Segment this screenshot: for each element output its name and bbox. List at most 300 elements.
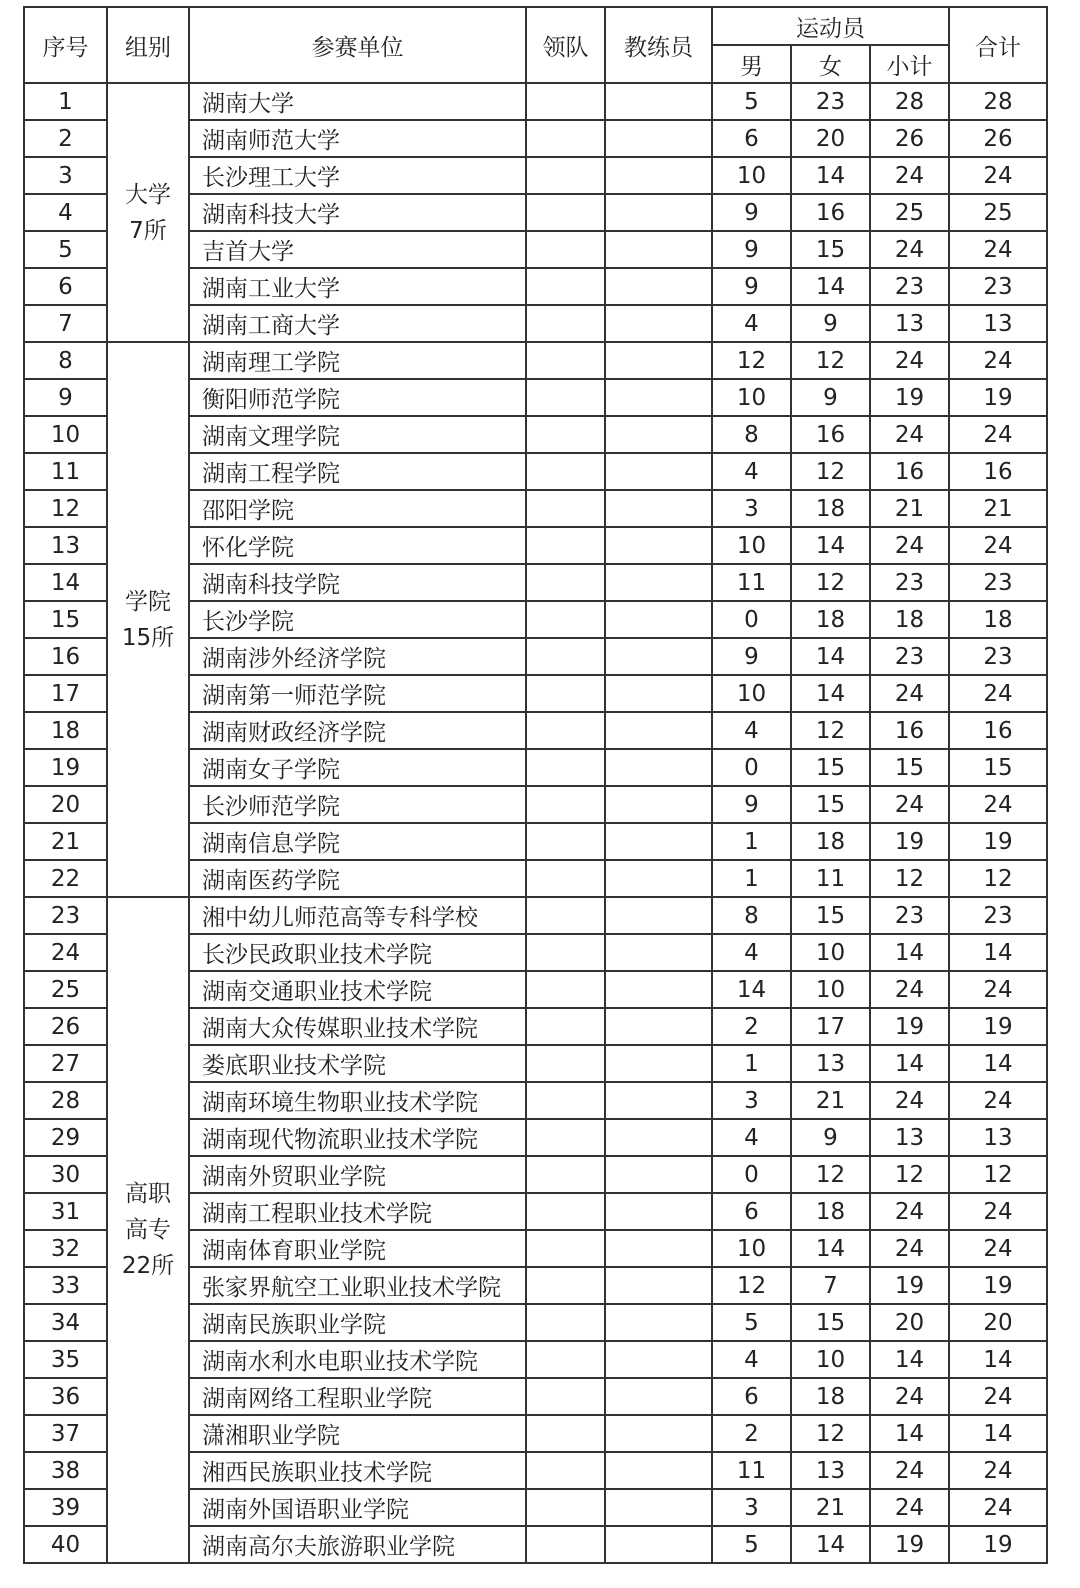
- male-cell: 1: [712, 860, 791, 897]
- coach-cell: [605, 1082, 712, 1119]
- total-cell: 23: [949, 638, 1047, 675]
- coach-cell: [605, 1415, 712, 1452]
- female-cell: 17: [791, 1008, 870, 1045]
- seq-cell: 37: [24, 1415, 107, 1452]
- total-cell: 24: [949, 1489, 1047, 1526]
- subtotal-cell: 16: [870, 453, 949, 490]
- female-cell: 16: [791, 194, 870, 231]
- unit-cell: 湖南外国语职业学院: [189, 1489, 526, 1526]
- total-cell: 19: [949, 823, 1047, 860]
- subtotal-cell: 24: [870, 675, 949, 712]
- seq-cell: 40: [24, 1526, 107, 1563]
- subtotal-cell: 24: [870, 971, 949, 1008]
- female-cell: 20: [791, 120, 870, 157]
- seq-cell: 39: [24, 1489, 107, 1526]
- female-cell: 14: [791, 1526, 870, 1563]
- total-cell: 20: [949, 1304, 1047, 1341]
- male-cell: 14: [712, 971, 791, 1008]
- coach-cell: [605, 268, 712, 305]
- male-cell: 4: [712, 1119, 791, 1156]
- header-male: 男: [712, 45, 791, 83]
- seq-cell: 15: [24, 601, 107, 638]
- coach-cell: [605, 786, 712, 823]
- seq-cell: 13: [24, 527, 107, 564]
- unit-cell: 怀化学院: [189, 527, 526, 564]
- total-cell: 28: [949, 83, 1047, 120]
- seq-cell: 21: [24, 823, 107, 860]
- subtotal-cell: 26: [870, 120, 949, 157]
- subtotal-cell: 24: [870, 157, 949, 194]
- female-cell: 10: [791, 971, 870, 1008]
- subtotal-cell: 14: [870, 934, 949, 971]
- unit-cell: 湖南工程职业技术学院: [189, 1193, 526, 1230]
- female-cell: 18: [791, 1378, 870, 1415]
- leader-cell: [526, 1156, 605, 1193]
- table-body: [24, 83, 1047, 1563]
- leader-cell: [526, 416, 605, 453]
- coach-cell: [605, 490, 712, 527]
- subtotal-cell: 23: [870, 268, 949, 305]
- male-cell: 8: [712, 897, 791, 934]
- unit-cell: 湖南环境生物职业技术学院: [189, 1082, 526, 1119]
- subtotal-cell: 24: [870, 1378, 949, 1415]
- male-cell: 4: [712, 1341, 791, 1378]
- female-cell: 12: [791, 564, 870, 601]
- male-cell: 2: [712, 1415, 791, 1452]
- subtotal-cell: 20: [870, 1304, 949, 1341]
- coach-cell: [605, 1526, 712, 1563]
- seq-cell: 35: [24, 1341, 107, 1378]
- total-cell: 23: [949, 268, 1047, 305]
- leader-cell: [526, 564, 605, 601]
- header-seq: 序号: [24, 7, 107, 83]
- female-cell: 13: [791, 1452, 870, 1489]
- total-cell: 16: [949, 712, 1047, 749]
- subtotal-cell: 13: [870, 305, 949, 342]
- coach-cell: [605, 601, 712, 638]
- male-cell: 10: [712, 1230, 791, 1267]
- total-cell: 24: [949, 157, 1047, 194]
- seq-cell: 22: [24, 860, 107, 897]
- leader-cell: [526, 712, 605, 749]
- leader-cell: [526, 749, 605, 786]
- subtotal-cell: 19: [870, 1267, 949, 1304]
- total-cell: 24: [949, 416, 1047, 453]
- unit-cell: 潇湘职业学院: [189, 1415, 526, 1452]
- coach-cell: [605, 305, 712, 342]
- total-cell: 19: [949, 1526, 1047, 1563]
- unit-cell: 湖南高尔夫旅游职业学院: [189, 1526, 526, 1563]
- unit-cell: 湖南师范大学: [189, 120, 526, 157]
- total-cell: 25: [949, 194, 1047, 231]
- coach-cell: [605, 83, 712, 120]
- coach-cell: [605, 1341, 712, 1378]
- seq-cell: 14: [24, 564, 107, 601]
- leader-cell: [526, 157, 605, 194]
- coach-cell: [605, 712, 712, 749]
- group-cell: [107, 83, 189, 342]
- leader-cell: [526, 823, 605, 860]
- total-cell: 23: [949, 564, 1047, 601]
- coach-cell: [605, 638, 712, 675]
- group-label-line1: 高职: [125, 1181, 171, 1207]
- total-cell: 14: [949, 1415, 1047, 1452]
- subtotal-cell: 16: [870, 712, 949, 749]
- female-cell: 18: [791, 490, 870, 527]
- leader-cell: [526, 1045, 605, 1082]
- coach-cell: [605, 675, 712, 712]
- subtotal-cell: 12: [870, 1156, 949, 1193]
- female-cell: 14: [791, 527, 870, 564]
- coach-cell: [605, 1267, 712, 1304]
- total-cell: 24: [949, 342, 1047, 379]
- coach-cell: [605, 1230, 712, 1267]
- total-cell: 14: [949, 1045, 1047, 1082]
- unit-cell: 娄底职业技术学院: [189, 1045, 526, 1082]
- coach-cell: [605, 934, 712, 971]
- subtotal-cell: 24: [870, 1489, 949, 1526]
- female-cell: 14: [791, 157, 870, 194]
- unit-cell: 湘西民族职业技术学院: [189, 1452, 526, 1489]
- coach-cell: [605, 1489, 712, 1526]
- coach-cell: [605, 897, 712, 934]
- coach-cell: [605, 1193, 712, 1230]
- male-cell: 3: [712, 1082, 791, 1119]
- total-cell: 16: [949, 453, 1047, 490]
- male-cell: 1: [712, 823, 791, 860]
- male-cell: 11: [712, 564, 791, 601]
- seq-cell: 30: [24, 1156, 107, 1193]
- group-label-line2: 15所: [121, 624, 175, 651]
- unit-cell: 湖南女子学院: [189, 749, 526, 786]
- male-cell: 0: [712, 1156, 791, 1193]
- female-cell: 15: [791, 749, 870, 786]
- unit-cell: 湖南文理学院: [189, 416, 526, 453]
- leader-cell: [526, 379, 605, 416]
- female-cell: 11: [791, 860, 870, 897]
- subtotal-cell: 14: [870, 1045, 949, 1082]
- group-label-line1: 学院: [125, 588, 171, 615]
- header-leader: 领队: [526, 7, 605, 83]
- unit-cell: 衡阳师范学院: [189, 379, 526, 416]
- male-cell: 10: [712, 527, 791, 564]
- coach-cell: [605, 1378, 712, 1415]
- leader-cell: [526, 934, 605, 971]
- female-cell: 12: [791, 453, 870, 490]
- female-cell: 9: [791, 305, 870, 342]
- unit-cell: 湖南涉外经济学院: [189, 638, 526, 675]
- seq-cell: 32: [24, 1230, 107, 1267]
- leader-cell: [526, 1415, 605, 1452]
- header-total: 合计: [949, 7, 1047, 83]
- unit-cell: 张家界航空工业职业技术学院: [189, 1267, 526, 1304]
- subtotal-cell: 28: [870, 83, 949, 120]
- coach-cell: [605, 342, 712, 379]
- female-cell: 23: [791, 83, 870, 120]
- total-cell: 15: [949, 749, 1047, 786]
- unit-cell: 湖南民族职业学院: [189, 1304, 526, 1341]
- subtotal-cell: 14: [870, 1415, 949, 1452]
- male-cell: 4: [712, 712, 791, 749]
- subtotal-cell: 15: [870, 749, 949, 786]
- header-female: 女: [791, 45, 870, 83]
- female-cell: 18: [791, 601, 870, 638]
- header-group: 组别: [107, 7, 189, 83]
- seq-cell: 11: [24, 453, 107, 490]
- female-cell: 12: [791, 1415, 870, 1452]
- female-cell: 13: [791, 1045, 870, 1082]
- male-cell: 5: [712, 1526, 791, 1563]
- subtotal-cell: 24: [870, 1452, 949, 1489]
- seq-cell: 33: [24, 1267, 107, 1304]
- male-cell: 9: [712, 786, 791, 823]
- coach-cell: [605, 971, 712, 1008]
- subtotal-cell: 14: [870, 1341, 949, 1378]
- male-cell: 6: [712, 120, 791, 157]
- unit-cell: 长沙民政职业技术学院: [189, 934, 526, 971]
- male-cell: 5: [712, 1304, 791, 1341]
- subtotal-cell: 24: [870, 1230, 949, 1267]
- male-cell: 0: [712, 601, 791, 638]
- female-cell: 18: [791, 823, 870, 860]
- unit-cell: 湖南网络工程职业学院: [189, 1378, 526, 1415]
- leader-cell: [526, 194, 605, 231]
- unit-cell: 湖南大众传媒职业技术学院: [189, 1008, 526, 1045]
- seq-cell: 24: [24, 934, 107, 971]
- total-cell: 24: [949, 1378, 1047, 1415]
- header-unit: 参赛单位: [189, 7, 526, 83]
- subtotal-cell: 24: [870, 416, 949, 453]
- total-cell: 23: [949, 897, 1047, 934]
- seq-cell: 20: [24, 786, 107, 823]
- female-cell: 15: [791, 231, 870, 268]
- total-cell: 26: [949, 120, 1047, 157]
- unit-cell: 湖南工程学院: [189, 453, 526, 490]
- seq-cell: 18: [24, 712, 107, 749]
- total-cell: 24: [949, 1230, 1047, 1267]
- leader-cell: [526, 638, 605, 675]
- table-row: [24, 897, 1047, 934]
- leader-cell: [526, 860, 605, 897]
- subtotal-cell: 19: [870, 1526, 949, 1563]
- group-cell: [107, 342, 189, 897]
- unit-cell: 湖南大学: [189, 83, 526, 120]
- leader-cell: [526, 1230, 605, 1267]
- total-cell: 24: [949, 1082, 1047, 1119]
- seq-cell: 38: [24, 1452, 107, 1489]
- seq-cell: 5: [24, 231, 107, 268]
- subtotal-cell: 24: [870, 342, 949, 379]
- seq-cell: 36: [24, 1378, 107, 1415]
- leader-cell: [526, 786, 605, 823]
- male-cell: 8: [712, 416, 791, 453]
- seq-cell: 8: [24, 342, 107, 379]
- total-cell: 19: [949, 1008, 1047, 1045]
- subtotal-cell: 23: [870, 564, 949, 601]
- male-cell: 4: [712, 934, 791, 971]
- header-subtotal: 小计: [870, 45, 949, 83]
- female-cell: 15: [791, 1304, 870, 1341]
- coach-cell: [605, 749, 712, 786]
- header-athletes: 运动员: [712, 7, 949, 45]
- seq-cell: 27: [24, 1045, 107, 1082]
- leader-cell: [526, 83, 605, 120]
- total-cell: 21: [949, 490, 1047, 527]
- leader-cell: [526, 897, 605, 934]
- male-cell: 6: [712, 1378, 791, 1415]
- unit-cell: 湖南科技大学: [189, 194, 526, 231]
- female-cell: 12: [791, 1156, 870, 1193]
- table-row: [24, 342, 1047, 379]
- coach-cell: [605, 379, 712, 416]
- seq-cell: 2: [24, 120, 107, 157]
- female-cell: 9: [791, 1119, 870, 1156]
- male-cell: 9: [712, 231, 791, 268]
- coach-cell: [605, 564, 712, 601]
- coach-cell: [605, 453, 712, 490]
- header-coach: 教练员: [605, 7, 712, 83]
- male-cell: 9: [712, 638, 791, 675]
- leader-cell: [526, 1267, 605, 1304]
- unit-cell: 湖南体育职业学院: [189, 1230, 526, 1267]
- unit-cell: 湖南财政经济学院: [189, 712, 526, 749]
- seq-cell: 10: [24, 416, 107, 453]
- subtotal-cell: 24: [870, 527, 949, 564]
- unit-cell: 湖南现代物流职业技术学院: [189, 1119, 526, 1156]
- unit-cell: 吉首大学: [189, 231, 526, 268]
- male-cell: 3: [712, 490, 791, 527]
- subtotal-cell: 24: [870, 231, 949, 268]
- coach-cell: [605, 1304, 712, 1341]
- seq-cell: 29: [24, 1119, 107, 1156]
- male-cell: 10: [712, 675, 791, 712]
- group-label-line2: 7所: [129, 217, 167, 244]
- female-cell: 9: [791, 379, 870, 416]
- leader-cell: [526, 675, 605, 712]
- total-cell: 24: [949, 786, 1047, 823]
- leader-cell: [526, 527, 605, 564]
- coach-cell: [605, 1156, 712, 1193]
- unit-cell: 湖南交通职业技术学院: [189, 971, 526, 1008]
- group-label-line3: 22所: [121, 1253, 175, 1279]
- unit-cell: 长沙师范学院: [189, 786, 526, 823]
- unit-cell: 邵阳学院: [189, 490, 526, 527]
- total-cell: 24: [949, 231, 1047, 268]
- seq-cell: 31: [24, 1193, 107, 1230]
- female-cell: 15: [791, 897, 870, 934]
- leader-cell: [526, 1378, 605, 1415]
- subtotal-cell: 19: [870, 1008, 949, 1045]
- unit-cell: 长沙理工大学: [189, 157, 526, 194]
- female-cell: 12: [791, 712, 870, 749]
- leader-cell: [526, 1489, 605, 1526]
- leader-cell: [526, 268, 605, 305]
- total-cell: 18: [949, 601, 1047, 638]
- participants-table: [23, 6, 1048, 1564]
- seq-cell: 28: [24, 1082, 107, 1119]
- seq-cell: 9: [24, 379, 107, 416]
- unit-cell: 湖南医药学院: [189, 860, 526, 897]
- male-cell: 11: [712, 1452, 791, 1489]
- subtotal-cell: 12: [870, 860, 949, 897]
- coach-cell: [605, 231, 712, 268]
- subtotal-cell: 13: [870, 1119, 949, 1156]
- male-cell: 4: [712, 305, 791, 342]
- male-cell: 0: [712, 749, 791, 786]
- seq-cell: 12: [24, 490, 107, 527]
- coach-cell: [605, 823, 712, 860]
- male-cell: 9: [712, 268, 791, 305]
- leader-cell: [526, 1341, 605, 1378]
- female-cell: 14: [791, 1230, 870, 1267]
- coach-cell: [605, 194, 712, 231]
- male-cell: 10: [712, 157, 791, 194]
- coach-cell: [605, 1119, 712, 1156]
- group-cell: [107, 897, 189, 1563]
- female-cell: 7: [791, 1267, 870, 1304]
- subtotal-cell: 18: [870, 601, 949, 638]
- unit-cell: 湖南外贸职业学院: [189, 1156, 526, 1193]
- female-cell: 10: [791, 934, 870, 971]
- total-cell: 24: [949, 1452, 1047, 1489]
- seq-cell: 1: [24, 83, 107, 120]
- seq-cell: 34: [24, 1304, 107, 1341]
- leader-cell: [526, 971, 605, 1008]
- total-cell: 13: [949, 1119, 1047, 1156]
- leader-cell: [526, 490, 605, 527]
- coach-cell: [605, 416, 712, 453]
- leader-cell: [526, 1008, 605, 1045]
- subtotal-cell: 23: [870, 897, 949, 934]
- coach-cell: [605, 1452, 712, 1489]
- seq-cell: 3: [24, 157, 107, 194]
- female-cell: 15: [791, 786, 870, 823]
- male-cell: 1: [712, 1045, 791, 1082]
- leader-cell: [526, 231, 605, 268]
- subtotal-cell: 19: [870, 379, 949, 416]
- female-cell: 10: [791, 1341, 870, 1378]
- unit-cell: 湖南工业大学: [189, 268, 526, 305]
- female-cell: 21: [791, 1489, 870, 1526]
- leader-cell: [526, 1304, 605, 1341]
- unit-cell: 湘中幼儿师范高等专科学校: [189, 897, 526, 934]
- leader-cell: [526, 1452, 605, 1489]
- male-cell: 4: [712, 453, 791, 490]
- coach-cell: [605, 1045, 712, 1082]
- group-label-line1: 大学: [125, 181, 171, 208]
- seq-cell: 4: [24, 194, 107, 231]
- total-cell: 24: [949, 675, 1047, 712]
- leader-cell: [526, 1119, 605, 1156]
- female-cell: 16: [791, 416, 870, 453]
- leader-cell: [526, 305, 605, 342]
- leader-cell: [526, 342, 605, 379]
- total-cell: 24: [949, 1193, 1047, 1230]
- leader-cell: [526, 453, 605, 490]
- female-cell: 12: [791, 342, 870, 379]
- subtotal-cell: 24: [870, 1193, 949, 1230]
- female-cell: 14: [791, 675, 870, 712]
- male-cell: 12: [712, 1267, 791, 1304]
- male-cell: 5: [712, 83, 791, 120]
- female-cell: 21: [791, 1082, 870, 1119]
- table-header: [24, 7, 1047, 83]
- coach-cell: [605, 860, 712, 897]
- subtotal-cell: 21: [870, 490, 949, 527]
- leader-cell: [526, 120, 605, 157]
- unit-cell: 湖南理工学院: [189, 342, 526, 379]
- table-row: [24, 83, 1047, 120]
